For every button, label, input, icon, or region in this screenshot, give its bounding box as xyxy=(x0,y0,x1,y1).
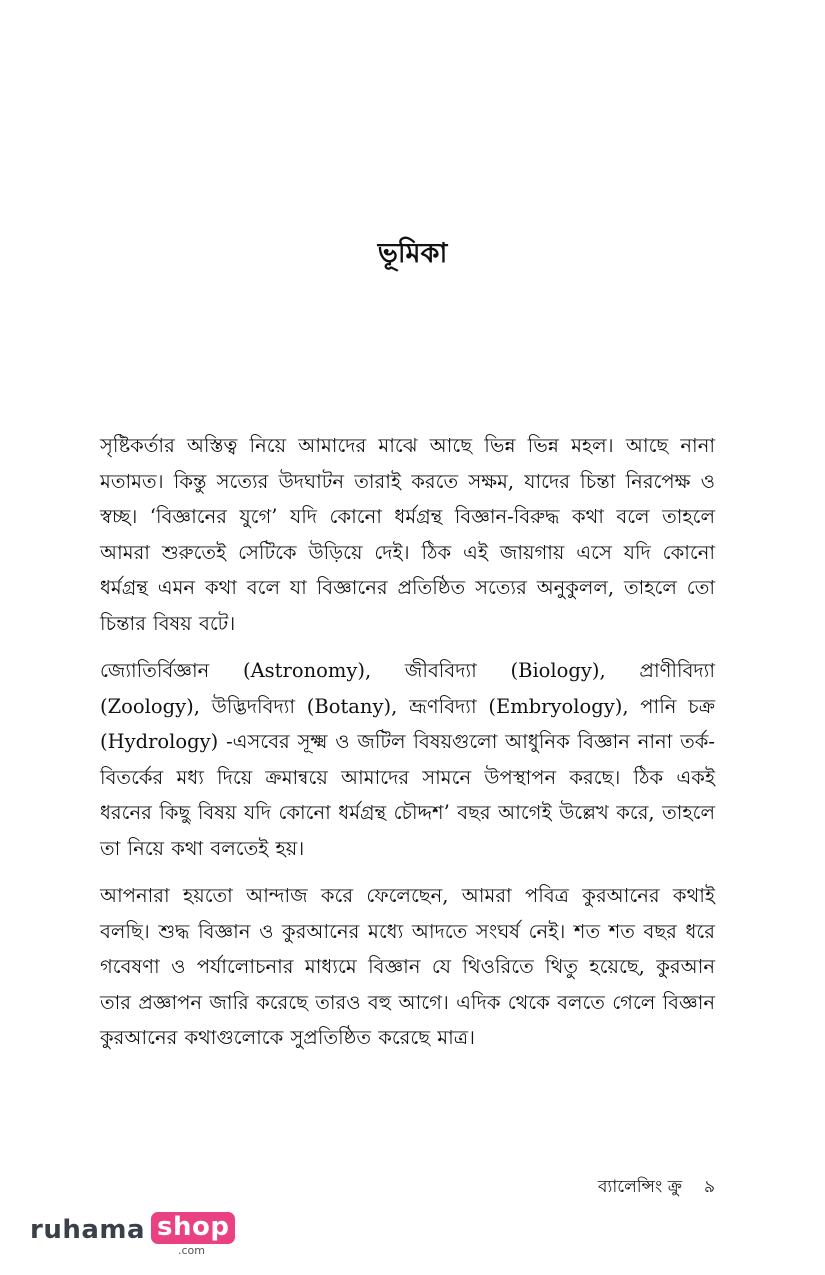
paragraph-2: জ্যোতির্বিজ্ঞান (Astronomy), জীববিদ্যা (Biology), প্রাণীবিদ্যা (Zoology), উদ্ভিদবিদ্যা (Botany), ভ্রূণবিদ্যা (Embryology), পানি চক্র (Hydrology) -এসবের সূক্ষ্ম ও জটিল বিষয়গুলো আধুনিক বিজ্ঞান নানা তর্ক-বিতর্কের মধ্য দিয়ে ক্রমান্বয়ে আমাদের সামনে উপস্থাপন করছে। ঠিক একই ধরনের কিছু বিষয় যদি কোনো ধর্মগ্রন্থ চৌদ্দশ’ বছর আগেই উল্লেখ করে, তাহলে তা নিয়ে কথা বলতেই হয়। xyxy=(100,659,715,860)
chapter-title: ভূমিকা xyxy=(377,238,448,270)
logo-text-shop: shop xyxy=(151,1212,235,1244)
logo-text-ruhama: ruhama xyxy=(30,1215,146,1245)
page-number: ৯ xyxy=(703,1177,715,1197)
running-title: ব্যালেন্সিং ক্রু xyxy=(597,1177,682,1197)
ruhama-shop-watermark-logo xyxy=(30,1212,230,1262)
logo-text-domain: .com xyxy=(178,1244,205,1257)
page-footer xyxy=(598,1175,715,1199)
body-text xyxy=(100,428,715,1068)
paragraph-3: আপনারা হয়তো আন্দাজ করে ফেলেছেন, আমরা পবিত্র কুরআনের কথাই বলছি। শুদ্ধ বিজ্ঞান ও কুরআনের মধ্যে আদতে সংঘর্ষ নেই। শত শত বছর ধরে গবেষণা ও পর্যালোচনার মাধ্যমে বিজ্ঞান যে থিওরিতে থিতু হয়েছে, কুরআন তার প্রজ্ঞাপন জারি করেছে তারও বহু আগে। এদিক থেকে বলতে গেলে বিজ্ঞান কুরআনের কথাগুলোকে সুপ্রতিষ্ঠিত করেছে মাত্র। xyxy=(100,884,715,1049)
paragraph-1: সৃষ্টিকর্তার অস্তিত্ব নিয়ে আমাদের মাঝে আছে ভিন্ন ভিন্ন মহল। আছে নানা মতামত। কিন্তু সত্যের উদঘাটন তারাই করতে সক্ষম, যাদের চিন্তা নিরপেক্ষ ও স্বচ্ছ। ‘বিজ্ঞানের যুগে’ যদি কোনো ধর্মগ্রন্থ বিজ্ঞান-বিরুদ্ধ কথা বলে তাহলে আমরা শুরুতেই সেটিকে উড়িয়ে দেই। ঠিক এই জায়গায় এসে যদি কোনো ধর্মগ্রন্থ এমন কথা বলে যা বিজ্ঞানের প্রতিষ্ঠিত সত্যের অনুকুলল, তাহলে তো চিন্তার বিষয় বটে। xyxy=(100,434,715,635)
